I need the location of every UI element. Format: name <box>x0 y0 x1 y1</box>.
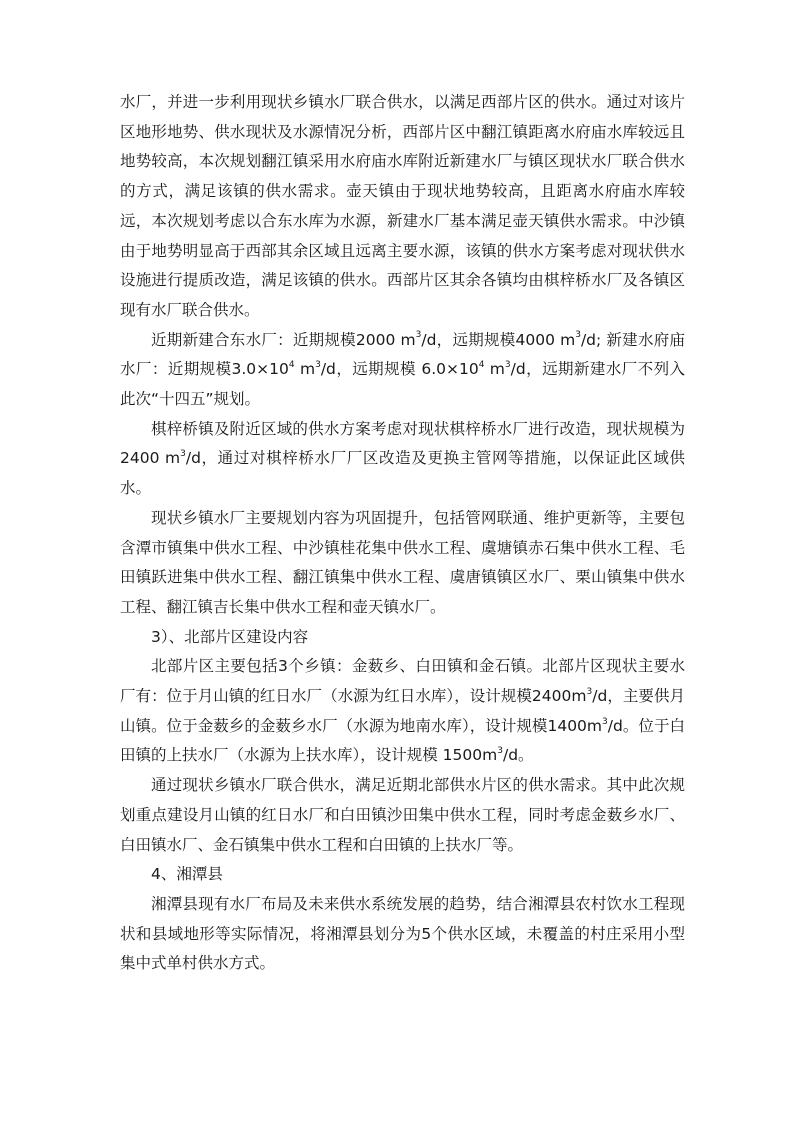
superscript: 3 <box>504 360 511 371</box>
text-run: /d。位于白田镇的上扶水厂（水源为上扶水库），设计规模 1500m <box>120 716 685 765</box>
superscript: 3 <box>602 716 608 727</box>
text-run: 近期新建合东水厂：近期规模2000 m <box>151 330 416 349</box>
text-run: /d，远期新建水厂不列入此次“十四五”规划。 <box>120 360 686 409</box>
paragraph-north-zone <box>120 652 685 771</box>
text-run: /d; 新建水府庙水厂：近期规模3.0×10 <box>120 330 685 379</box>
document-body <box>120 88 685 979</box>
text-run: /d，通过对棋梓桥水厂厂区改造及更换主管网等措施，以保证此区域供水。 <box>120 449 685 498</box>
superscript: 3 <box>180 449 186 460</box>
text-run: /d，主要供月山镇。位于金薮乡的金薮乡水厂（水源为地南水库），设计规模1400m <box>120 687 685 735</box>
text-run: /d。 <box>502 746 534 765</box>
superscript: 3 <box>497 746 503 757</box>
text-run: m <box>294 360 316 379</box>
text-run: /d，远期规模 6.0×10 <box>320 360 479 379</box>
superscript: 3 <box>415 330 422 341</box>
superscript: 3 <box>586 686 593 697</box>
paragraph-xiangtan: 湘潭县现有水厂布局及未来供水系统发展的趋势，结合湘潭县农村饮水工程现状和县域地形等实际情况，将湘潭县划分为5个供水区域，未覆盖的村庄采用小型集中式单村供水方式。 <box>120 894 685 973</box>
text-run: 棋梓桥镇及附近区域的供水方案考虑对现状棋梓桥水厂进行改造，现状规模为2400 m <box>120 419 685 468</box>
paragraph-west-zone: 水厂，并进一步利用现状乡镇水厂联合供水，以满足西部片区的供水。通过对该片区地形地势、供水现状及水源情况分析，西部片区中翻江镇距离水府庙水库较远且地势较高，本次规划翻江镇采用水府庙水库附近新建水厂与镇区现状水厂联合供水的方式，满足该镇的供水需求。壶天镇由于现状地势较高，且距离水府庙水库较远，本次规划考虑以合东水库为水源，新建水厂基本满足壶天镇供水需求。中沙镇由于地势明显高于西部其余区域且远离主要水源，该镇的供水方案考虑对现状供水设施进行提质改造，满足该镇的供水。西部片区其余各镇均由棋梓桥水厂及各镇区现有水厂联合供水。 <box>120 93 685 319</box>
superscript: 4 <box>288 360 295 371</box>
paragraph-qiziqiao <box>120 415 685 504</box>
paragraph-new-plants <box>120 326 685 415</box>
superscript: 4 <box>478 360 485 371</box>
superscript: 3 <box>315 360 321 371</box>
text-run: 北部片区主要包括3个乡镇：金薮乡、白田镇和金石镇。北部片区现状主要水厂有：位于月山镇的红日水厂（水源为红日水库），设计规模2400m <box>120 657 685 706</box>
text-run: /d，远期规模4000 m <box>421 330 576 349</box>
heading-xiangtan-county: 4、湘潭县 <box>151 865 223 884</box>
superscript: 3 <box>575 330 581 341</box>
text-run: m <box>484 360 505 379</box>
paragraph-township-plants: 现状乡镇水厂主要规划内容为巩固提升，包括管网联通、维护更新等，主要包含潭市镇集中供水工程、中沙镇桂花集中供水工程、虞塘镇赤石集中供水工程、毛田镇跃进集中供水工程、翻江镇集中供水工程、虞唐镇镇区水厂、栗山镇集中供水工程、翻江镇吉长集中供水工程和壶天镇水厂。 <box>120 508 685 616</box>
paragraph-north-plan: 通过现状乡镇水厂联合供水，满足近期北部供水片区的供水需求。其中此次规划重点建设月山镇的红日水厂和白田镇沙田集中供水工程，同时考虑金薮乡水厂、白田镇水厂、金石镇集中供水工程和白田镇的上扶水厂等。 <box>120 776 685 854</box>
heading-north-zone: 3）、北部片区建设内容 <box>151 627 309 646</box>
